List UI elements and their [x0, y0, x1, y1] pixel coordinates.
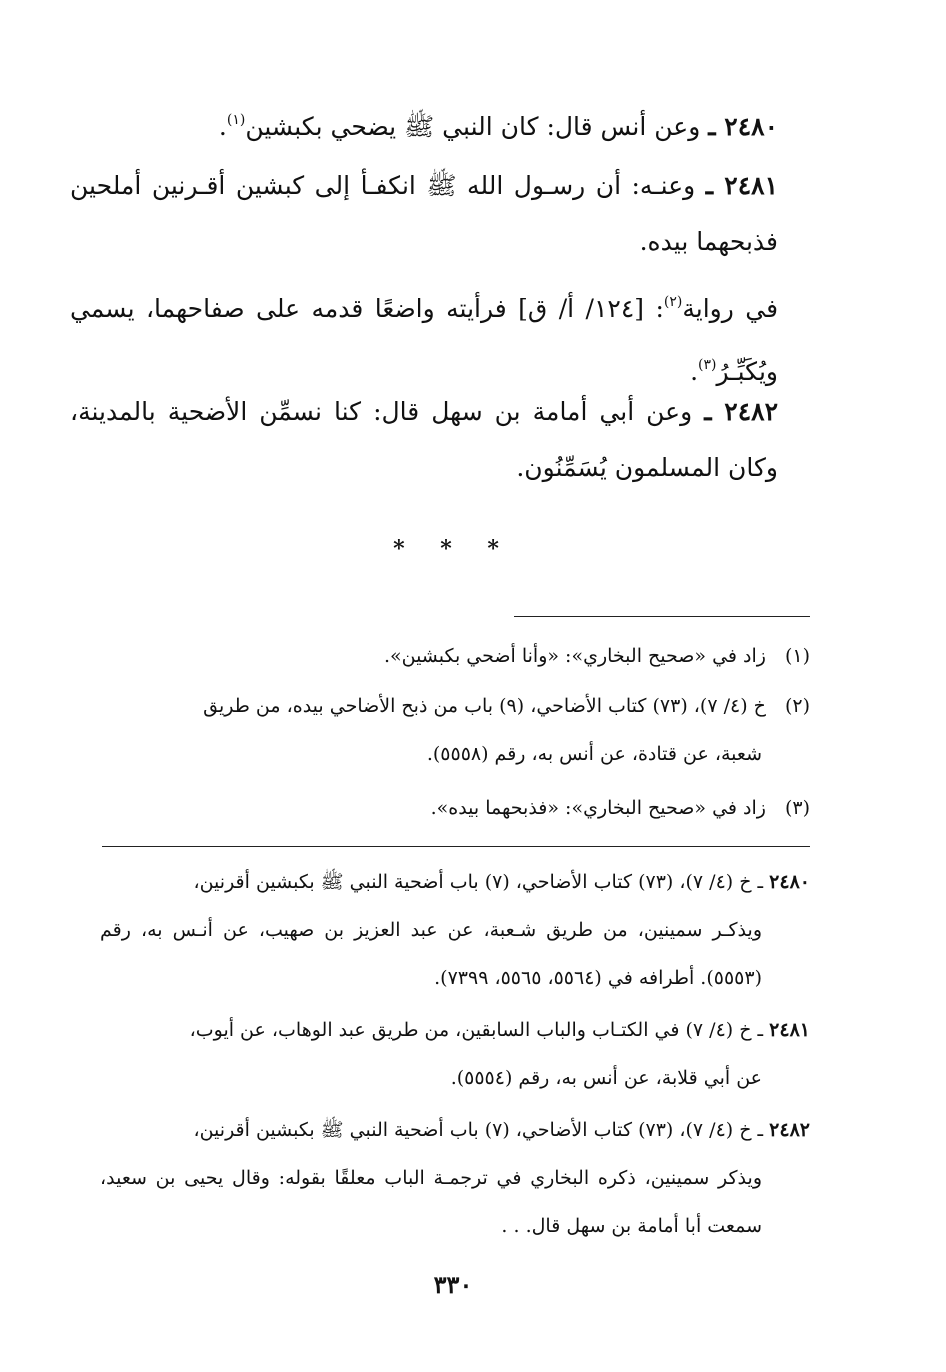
takhrij-divider	[102, 846, 810, 847]
hadith-number: ٢٤٨٢ ـ	[704, 397, 778, 426]
footnote-ref: (١)	[226, 112, 246, 128]
footnote-text: زاد في «صحيح البخاري»: «وأنا أضحي بكبشين».	[383, 645, 766, 667]
footnote-continuation: شعبة، عن قتادة، عن أنس به، رقم (٥٥٥٨).	[426, 743, 762, 765]
hadith-2480	[70, 92, 810, 155]
footnote-3	[100, 784, 810, 832]
riwaya-end: .	[690, 357, 699, 386]
takhrij-2480	[100, 858, 810, 1002]
section-separator: * * *	[393, 536, 513, 562]
footnote-ref: (٣)	[698, 357, 717, 373]
riwaya-text: : [١٢٤/ أ/ ق] فرأيته واضعًا قدمه على صفاحهما، يسمي ويُكَبِّـرُ	[70, 294, 778, 386]
hadith-number: ٢٤٨١ ـ	[705, 171, 778, 200]
takhrij-text: ـ خ (٤/ ٧)، (٧٣) كتاب الأضاحي، (٧) باب أضحية النبي ﷺ بكبشين أقرنين،	[193, 871, 764, 893]
hadith-end: .	[218, 112, 227, 141]
takhrij-number: ٢٤٨١	[769, 1019, 810, 1041]
hadith-text: وعن أبي أمامة بن سهل قال: كنا نسمِّن الأضحية بالمدينة، وكان المسلمون يُسَمِّنُون.	[70, 397, 778, 482]
takhrij-2481	[100, 1006, 810, 1102]
footnote-text: زاد في «صحيح البخاري»: «فذبحهما بيده».	[430, 797, 766, 819]
hadith-text: وعنـه: أن رسـول الله ﷺ انكفـأ إلى كبشين أقـرنين أملحين فذبحهما بيده.	[70, 171, 778, 256]
takhrij-2482	[100, 1106, 810, 1250]
footnote-divider	[514, 616, 810, 617]
takhrij-text: ـ خ (٤/ ٧)، (٧٣) كتاب الأضاحي، (٧) باب أضحية النبي ﷺ بكبشين أقرنين،	[193, 1119, 764, 1141]
hadith-2482	[70, 384, 810, 496]
takhrij-number: ٢٤٨٠	[769, 871, 810, 893]
hadith-text: وعن أنس قال: كان النبي ﷺ يضحي بكبشين	[245, 112, 701, 141]
takhrij-number: ٢٤٨٢	[769, 1119, 810, 1141]
footnote-ref: (٢)	[663, 294, 683, 310]
hadith-number: ٢٤٨٠ ـ	[708, 112, 778, 141]
takhrij-continuation: عن أبي قلابة، عن أنس به، رقم (٥٥٥٤).	[450, 1067, 762, 1089]
riwaya-paragraph	[70, 274, 810, 400]
footnote-2	[100, 682, 810, 778]
riwaya-prefix: في رواية	[682, 294, 779, 323]
footnote-1	[100, 632, 810, 680]
takhrij-continuation: ويذكـر سمينين، من طريق شـعبة، عن عبد العزيز بن صهيب، عن أنـس به، رقم (٥٥٥٣). أطرافه في (٥٥٦٤، ٥٥٦٥، ٧٣٩٩).	[100, 919, 762, 989]
footnote-mark: (١)	[784, 645, 810, 667]
footnote-mark: (٢)	[784, 695, 810, 717]
takhrij-text: ـ خ (٤/ ٧) في الكتـاب والباب السابقين، من طريق عبد الوهاب، عن أيوب،	[189, 1019, 764, 1041]
footnote-text: خ (٤/ ٧)، (٧٣) كتاب الأضاحي، (٩) باب من ذبح الأضاحي بيده، من طريق	[203, 695, 766, 717]
footnote-mark: (٣)	[784, 797, 810, 819]
page-number: ٣٣٠	[433, 1270, 473, 1299]
takhrij-continuation: ويذكر سمينين، ذكره البخاري في ترجمـة الباب معلقًا بقوله: وقال يحيى بن سعيد، سمعت أبا أمامة بن سهل قال. . .	[100, 1167, 762, 1237]
hadith-2481	[70, 158, 810, 270]
